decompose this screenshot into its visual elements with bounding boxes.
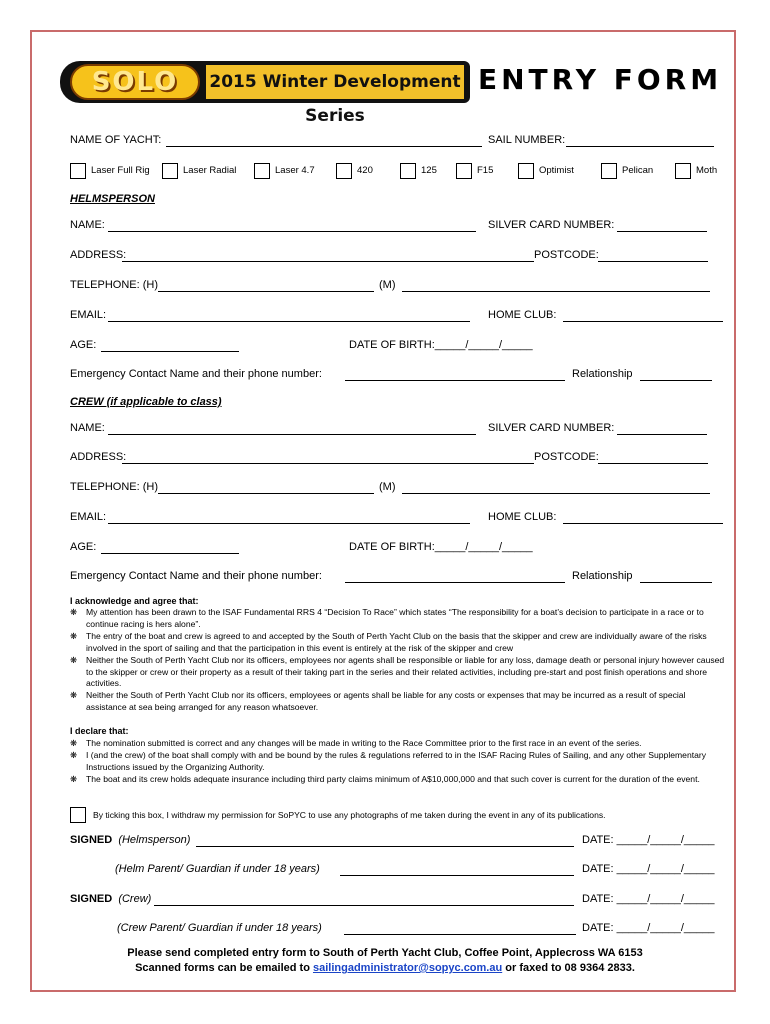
sail-number-field[interactable] [566, 146, 714, 147]
bullet-star-icon: ❋ [70, 690, 78, 700]
crew-silver-field[interactable] [617, 434, 707, 435]
acknowledge-item: ❋ My attention has been drawn to the ISAF Fundamental RRS 4 “Decision To Race” which states “The responsibility for a boat’s decision to participate in a race or to continue racing is hers alone”. [70, 607, 704, 629]
helm-silver-field[interactable] [617, 231, 707, 232]
crew-relationship-label: Relationship [572, 570, 633, 582]
photo-optout-checkbox[interactable] [70, 807, 86, 823]
footer-address: Please send completed entry form to South of Perth Yacht Club, Coffee Point, Applecross WA 6153 [127, 947, 643, 959]
crew-signature-label: SIGNED (Crew) [70, 893, 152, 905]
crew-email-field[interactable] [108, 523, 470, 524]
helm-tel-h-field[interactable] [158, 291, 374, 292]
class-label: 125 [421, 165, 437, 176]
checkbox-laser-radial[interactable] [162, 163, 178, 179]
helm-parent-signature-label: (Helm Parent/ Guardian if under 18 years) [115, 863, 320, 875]
helm-tel-h-label: TELEPHONE: (H) [70, 279, 159, 291]
helm-name-field[interactable] [108, 231, 476, 232]
helm-tel-m-field[interactable] [402, 291, 710, 292]
crew-name-field[interactable] [108, 434, 476, 435]
crew-club-field[interactable] [563, 523, 723, 524]
crew-silver-label: SILVER CARD NUMBER: [488, 422, 615, 434]
helm-address-label: ADDRESS: [70, 249, 127, 261]
photo-optout-text: By ticking this box, I withdraw my permission for SoPYC to use any photographs of me taken during the event in any of its publications. [93, 810, 606, 820]
crew-tel-h-field[interactable] [158, 493, 374, 494]
solo-logo-text: SOLO [70, 64, 200, 100]
helmsperson-heading: HELMSPERSON [70, 193, 155, 205]
series-logo-text: 2015 Winter Development Series [206, 65, 464, 99]
class-label: 420 [357, 165, 373, 176]
acknowledge-heading: I acknowledge and agree that: [70, 596, 199, 606]
helm-silver-label: SILVER CARD NUMBER: [488, 219, 615, 231]
crew-emergency-label: Emergency Contact Name and their phone number: [70, 570, 322, 582]
acknowledge-item: ❋ The entry of the boat and crew is agreed to and accepted by the South of Perth Yacht Club on the basis that the skipper and crew are individually aware of the risks involved in the sport of sailing and that the participation in this event is entirely at the risk of the skipper and crew [70, 631, 707, 653]
class-label: Laser Full Rig [91, 165, 150, 176]
checkbox-f15[interactable] [456, 163, 472, 179]
crew-club-label: HOME CLUB: [488, 511, 557, 523]
bullet-star-icon: ❋ [70, 738, 78, 748]
helm-postcode-label: POSTCODE: [534, 249, 599, 261]
checkbox-laser-full-rig[interactable] [70, 163, 86, 179]
helm-name-label: NAME: [70, 219, 105, 231]
crew-emergency-field[interactable] [345, 582, 565, 583]
crew-parent-signature-label: (Crew Parent/ Guardian if under 18 years) [117, 922, 322, 934]
bullet-star-icon: ❋ [70, 631, 78, 641]
helm-postcode-field[interactable] [598, 261, 708, 262]
footer-contact: Scanned forms can be emailed to sailingadministrator@sopyc.com.au or faxed to 08 9364 2833. [135, 962, 635, 974]
crew-tel-m-field[interactable] [402, 493, 710, 494]
helm-age-label: AGE: [70, 339, 97, 351]
crew-tel-m-label: (M) [379, 481, 396, 493]
class-label: Moth [696, 165, 718, 176]
helm-club-label: HOME CLUB: [488, 309, 557, 321]
class-label: F15 [477, 165, 494, 176]
helm-signature-field[interactable] [196, 846, 574, 847]
crew-sign-date[interactable]: DATE: _____/_____/_____ [582, 893, 715, 905]
declare-item: ❋ I (and the crew) of the boat shall comply with and be bound by the rules & regulations referred to in the ISAF Racing Rules of Sailing, and any other Supplementary Instructions issued by the Organizing Authority. [70, 750, 707, 772]
yacht-name-label: NAME OF YACHT: [70, 134, 162, 146]
crew-heading: CREW (if applicable to class) [70, 396, 222, 408]
helm-parent-signature-field[interactable] [340, 875, 574, 876]
class-label: Pelican [622, 165, 654, 176]
class-label: Laser Radial [183, 165, 237, 176]
helm-signature-label: SIGNED (Helmsperson) [70, 834, 191, 846]
crew-tel-h-label: TELEPHONE: (H) [70, 481, 159, 493]
yacht-name-field[interactable] [166, 146, 482, 147]
checkbox-laser-4-7[interactable] [254, 163, 270, 179]
helm-dob-label[interactable]: DATE OF BIRTH:_____/_____/_____ [349, 339, 533, 351]
crew-parent-sign-date[interactable]: DATE: _____/_____/_____ [582, 922, 715, 934]
helm-sign-date[interactable]: DATE: _____/_____/_____ [582, 834, 715, 846]
crew-dob-label[interactable]: DATE OF BIRTH:_____/_____/_____ [349, 541, 533, 553]
bullet-star-icon: ❋ [70, 607, 78, 617]
class-label: Laser 4.7 [275, 165, 315, 176]
helm-emergency-label: Emergency Contact Name and their phone number: [70, 368, 322, 380]
crew-address-field[interactable] [122, 463, 534, 464]
declare-item: ❋ The nomination submitted is correct and any changes will be made in writing to the Race Committee prior to the first race in an event of the series. [70, 738, 642, 748]
helm-age-field[interactable] [101, 351, 239, 352]
helm-tel-m-label: (M) [379, 279, 396, 291]
class-label: Optimist [539, 165, 574, 176]
crew-email-label: EMAIL: [70, 511, 107, 523]
checkbox-125[interactable] [400, 163, 416, 179]
crew-age-label: AGE: [70, 541, 97, 553]
helm-address-field[interactable] [122, 261, 534, 262]
bullet-star-icon: ❋ [70, 655, 78, 665]
acknowledge-item: ❋ Neither the South of Perth Yacht Club nor its officers, employees nor agents shall be responsible or liable for any loss, damage death or personal injury however caused to the skipper or crew or their property as a result of their taking part in the series and their related activities, including pre-start and post finish operations and shore activities. [70, 655, 725, 689]
crew-postcode-field[interactable] [598, 463, 708, 464]
solo-series-logo [60, 61, 470, 126]
declare-heading: I declare that: [70, 726, 129, 736]
helm-relationship-label: Relationship [572, 368, 633, 380]
checkbox-pelican[interactable] [601, 163, 617, 179]
helm-emergency-field[interactable] [345, 380, 565, 381]
page-title: ENTRY FORM [478, 63, 723, 96]
crew-relationship-field[interactable] [640, 582, 712, 583]
bullet-star-icon: ❋ [70, 774, 78, 784]
crew-signature-field[interactable] [154, 905, 574, 906]
helm-parent-sign-date[interactable]: DATE: _____/_____/_____ [582, 863, 715, 875]
crew-name-label: NAME: [70, 422, 105, 434]
crew-address-label: ADDRESS: [70, 451, 127, 463]
email-link[interactable]: sailingadministrator@sopyc.com.au [312, 962, 503, 974]
crew-postcode-label: POSTCODE: [534, 451, 599, 463]
acknowledge-item: ❋ Neither the South of Perth Yacht Club nor its officers, employees or agents shall be liable for any costs or expenses that may be incurred as a result of special assistance at sea being arranged for any reason whatsoever. [70, 690, 686, 712]
checkbox-420[interactable] [336, 163, 352, 179]
declare-item: ❋ The boat and its crew holds adequate insurance including third party claims minimum of A$10,000,000 and that such cover is current for the duration of the event. [70, 774, 700, 784]
crew-age-field[interactable] [101, 553, 239, 554]
helm-club-field[interactable] [563, 321, 723, 322]
crew-parent-signature-field[interactable] [344, 934, 576, 935]
checkbox-optimist[interactable] [518, 163, 534, 179]
bullet-star-icon: ❋ [70, 750, 78, 760]
helm-email-label: EMAIL: [70, 309, 107, 321]
helm-relationship-field[interactable] [640, 380, 712, 381]
sail-number-label: SAIL NUMBER: [488, 134, 566, 146]
helm-email-field[interactable] [108, 321, 470, 322]
checkbox-moth[interactable] [675, 163, 691, 179]
